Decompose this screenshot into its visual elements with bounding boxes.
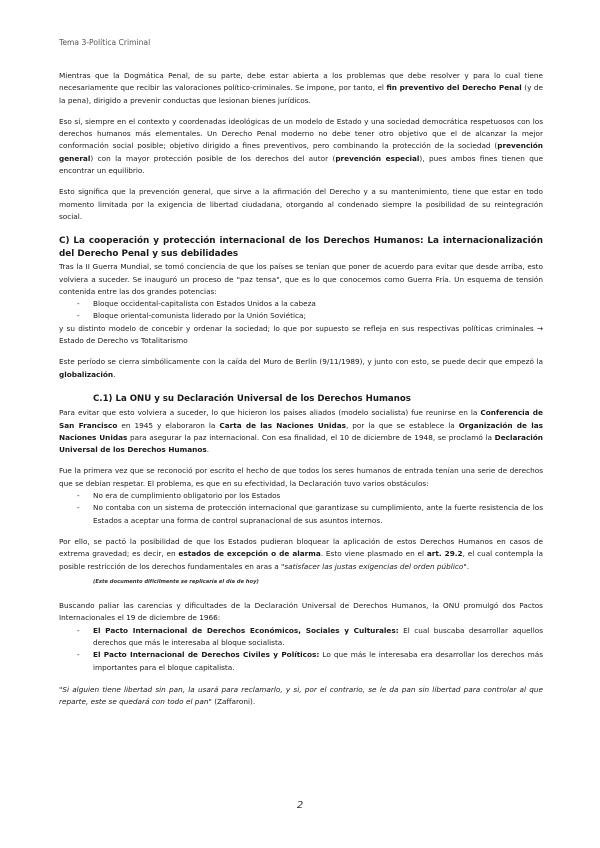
text: , por la que se establece la xyxy=(345,420,459,430)
section-c-after: y su distinto modelo de concebir y ordenar la sociedad; lo que por supuesto se refleja en sus respectivas políticas criminales → Estado de Derecho vs Totalitarismo xyxy=(59,323,543,346)
italic-quote: "satisfacer las justas exigencias del orden público" xyxy=(281,561,467,571)
page-body xyxy=(59,70,543,717)
text: . Esto viene plasmado en el xyxy=(320,549,427,559)
bold-term: prevención especial xyxy=(335,153,420,163)
bold-term: prevención general xyxy=(59,141,543,163)
bold-term: fin preventivo del Derecho Penal xyxy=(386,83,522,93)
text: Este período se cierra simbólicamente con la caída del Muro de Berlín (9/11/1989), y junto con esto, se puede decir que empezó la xyxy=(59,357,543,367)
bold-term: Conferencia de San Francisco xyxy=(59,408,543,430)
text: en 1945 y elaboraron la xyxy=(117,420,220,430)
text: , el cual contempla la posible restricción de los derechos fundamentales en aras a xyxy=(59,549,543,571)
list-item xyxy=(59,649,543,674)
text: Por ello, se pactó la posibilidad de que los Estados pudieran bloquear la aplicación de estos Derechos Humanos en casos de extrema gravedad; es decir, en xyxy=(59,536,543,559)
bold-term: Carta de las Naciones Unidas xyxy=(219,420,346,430)
section-c1-heading: C.1) La ONU y su Declaración Universal de los Derechos Humanos xyxy=(93,393,411,404)
text: . xyxy=(113,369,116,379)
bold-term: El Pacto Internacional de Derechos Civiles y Políticos: xyxy=(93,650,320,660)
text: Mientras que la Dogmática Penal, de su parte, debe estar abierta a los problemas que debe resolver y para lo cual tiene necesariamente que recibir las valoraciones político-criminales. Se impone, por tanto, el xyxy=(59,71,543,93)
paragraph-dogmatica xyxy=(59,70,543,107)
text: ), pues ambos fines tienen que encontrar un equilibrio. xyxy=(59,153,543,176)
section-c-close xyxy=(59,356,543,381)
list-item: - Bloque oriental-comunista liderado por la Unión Soviética; xyxy=(59,310,543,322)
quote-text: "Si alguien tiene libertad sin pan, la usará para reclamarlo, y si, por el contrario, se le da pan sin libertad para controlar al que reparte, este se quedará con todo el pan" xyxy=(59,684,543,707)
side-note: (Este documento difícilmente se replicaría el día de hoy) xyxy=(93,578,259,585)
bold-term: globalización xyxy=(59,369,114,379)
list-item: - No era de cumplimiento obligatorio por los Estados xyxy=(59,490,543,502)
text: Eso sí, siempre en el contexto y coordenadas ideológicas de un modelo de Estado y una sociedad democrática respetuosos con los derechos humanos más elementales. Un Derecho Penal moderno no debe tener otro objetivo que el de alcanzar la mejor conformación social posible; objetivo dirigido a fines preventivos, pero combinando la protección de la sociedad ( xyxy=(59,116,543,151)
paragraph-excepcion xyxy=(59,536,543,573)
quote-author: (Zaffaroni). xyxy=(211,697,256,707)
page-header: Tema 3-Política Criminal xyxy=(59,38,151,47)
bold-term: estados de excepción o de alarma xyxy=(178,549,321,559)
paragraph-pactos: Buscando paliar las carencias y dificultades de la Declaración Universal de Derechos Humanos, la ONU promulgó dos Pactos Internacionales el 19 de diciembre de 1966: xyxy=(59,601,543,623)
list-item: - No contaba con un sistema de protección internacional que garantizase su cumplimiento, ante la fuerte resistencia de los Estados a aceptar una forma de control supranacional de sus asuntos internos. xyxy=(59,502,543,527)
text: El cual buscaba desarrollar aquellos derechos que más le interesaba al bloque socialista. xyxy=(93,625,543,647)
text: Lo que más le interesaba era desarrollar los derechos más importantes para el bloque capitalista. xyxy=(93,650,544,672)
list-item: - Bloque occidental-capitalista con Estados Unidos a la cabeza xyxy=(59,298,543,310)
section-c-heading: C) La cooperación y protección internacional de los Derechos Humanos: La internacionalización del Derecho Penal y sus debilidades xyxy=(59,236,543,260)
text: ) con la mayor protección posible de los derechos del autor ( xyxy=(90,153,336,163)
bold-term: art. 29.2 xyxy=(426,549,463,559)
paragraph-prevencion xyxy=(59,116,543,177)
paragraph-onu xyxy=(59,407,543,456)
text: para asegurar la paz internacional. Con esa finalidad, el 10 de diciembre de 1948, se proclamó la xyxy=(127,432,495,442)
paragraph-declaracion: Fue la primera vez que se reconoció por escrito el hecho de que todos los seres humanos de entrada tenían una serie de derechos que se debían respetar. El problema, es que en su efectividad, la Declaración tuvo varios obstáculos: xyxy=(59,466,543,488)
paragraph-prevencion-general: Esto significa que la prevención general, que sirve a la afirmación del Derecho y a su mantenimiento, tiene que estar en todo momento limitada por la exigencia de libertad ciudadana, otorgando al condenado siempre la posibilidad de su reintegración social. xyxy=(59,187,543,221)
text: (y de la pena), dirigido a prevenir conductas que lesionan bienes jurídicos. xyxy=(59,83,543,105)
blocs-list xyxy=(59,298,543,323)
pacts-list xyxy=(59,625,543,674)
bold-term: El Pacto Internacional de Derechos Económicos, Sociales y Culturales: xyxy=(93,625,399,635)
quote-zaffaroni xyxy=(59,684,543,709)
bold-term: Declaración Universal de los Derechos Humanos xyxy=(59,432,543,455)
section-c-intro: Tras la II Guerra Mundial, se tomó conciencia de que los países se tenían que poner de acuerdo para evitar que desde arriba, esto volviera a suceder. Se inauguró un proceso de "paz tensa", que es lo que conocemos como Guerra Fría. Un esquema de tensión contenida entre las dos grandes potencias: xyxy=(59,262,543,296)
text: Para evitar que esto volviera a suceder, lo que hicieron los países aliados (modelo socialista) fue reunirse en la xyxy=(59,408,481,418)
text: . xyxy=(206,445,210,455)
bold-term: Organización de las Naciones Unidas xyxy=(59,420,543,442)
page-number: 2 xyxy=(296,800,304,811)
list-item xyxy=(59,625,543,650)
obstacles-list xyxy=(59,490,543,527)
text: . xyxy=(466,561,470,571)
